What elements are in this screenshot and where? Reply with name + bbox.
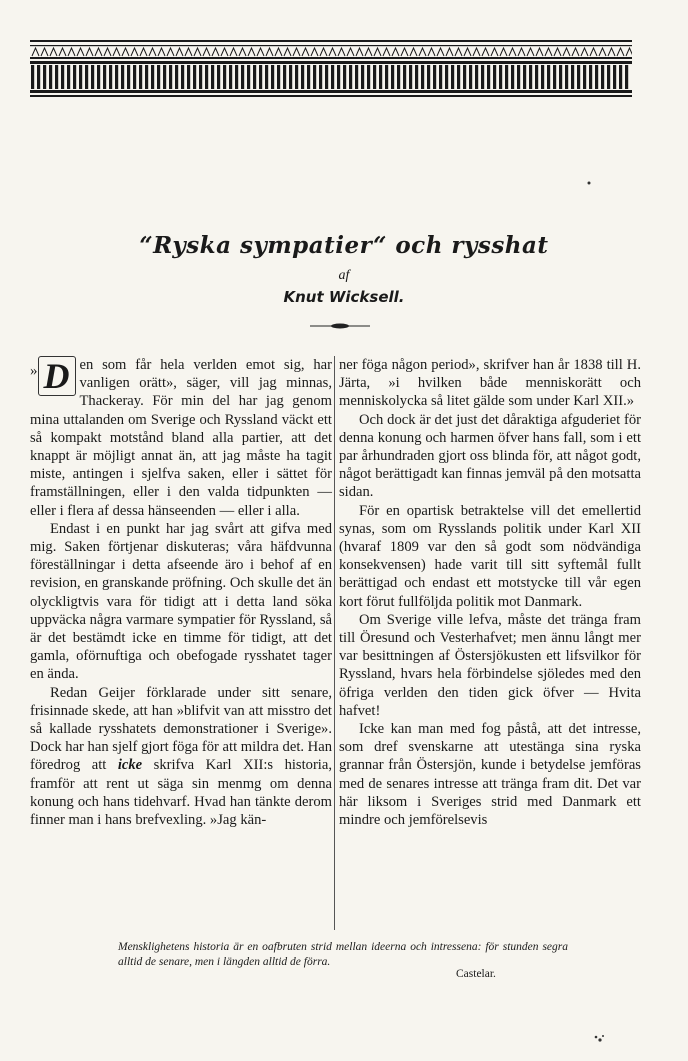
epigraph-quote: Mensklighetens historia är en oafbruten strid mellan ideerna och intressena: för stunden segra alltid de senare, men i längden alltid de förra.	[118, 941, 568, 968]
author-name: Knut Wicksell.	[283, 288, 405, 306]
dropcap-letter: D	[38, 356, 76, 396]
paragraph	[30, 356, 332, 520]
dropcap-block	[30, 356, 76, 396]
section-rule	[310, 323, 370, 329]
paragraph: Och dock är det just det dåraktiga afguderiet för denna konung och harmen öfver hans fall, som i ett par århundraden gjort oss blinda för, att något godt, något berättigadt kan finnas jemväl på den motsatta sidan.	[339, 411, 641, 501]
paragraph-text: skrifva Karl XII:s historia, framför att rent ut säga sin menmg om denna konung och hans tidehvarf. Hvad han tänkte derom finner man i hans brefvexling. »Jag kän-	[30, 757, 332, 829]
paragraph: Icke kan man med fog påstå, att det intresse, som dref svenskarne att utestänga sina ryska grannar från Östersjön, kunde i betydelse jemföras med de senares intresse att tränga fram dit. Det var här liksom i Sveriges strid med Danmark ett mindre och jemförelsevis	[339, 721, 641, 829]
header-ornament	[30, 40, 632, 98]
ink-speck	[592, 1032, 606, 1046]
emphasis-text: icke	[117, 757, 143, 774]
byline-af: af	[338, 268, 350, 283]
paragraph-text: en som får hela verlden emot sig, har vanligen orätt», säger, vill jag minnas, Thackeray. För min del har jag genom mina uttalanden om Sverige och Ryssland väckt ett så kompakt motstånd bland alla partier, att det knappt är möjligt annat än, att jag måste ha tagit miste, antingen i sjelfva saken, eller i sättet för framställningen, eller i den valda tidpunkten — eller i flera af dessa hänseenden — eller i alla.	[30, 357, 332, 519]
left-column	[30, 356, 332, 829]
paragraph	[30, 684, 332, 830]
opening-quote: »	[30, 363, 38, 379]
epigraph-author: Castelar.	[456, 968, 496, 980]
column-divider	[334, 356, 335, 930]
paragraph: Endast i en punkt har jag svårt att gifva med mig. Saken förtjenar diskuteras; våra häfdvunna föreställningar i detta afseende äro i behof af en revision, en granskande pröfning. Och skulle det än olyckligtvis vara för tidigt att i detta land söka uppväcka några varmare sympatier för Ryssland, så är det bestämdt icke en timme för tidigt, att det gamla, oförnuftiga och obefogade rysshatet tager en ända.	[30, 520, 332, 683]
ink-speck	[586, 180, 592, 186]
right-column	[339, 356, 641, 829]
paragraph-text: Redan Geijer förklarade under sitt senare, frisinnade skede, att han »blifvit van att misstro det så kallade rysshatets demonstrationer i Sverige». Dock har han sjelf gjort föga för att mildra det. Han föredrog att	[30, 684, 332, 774]
paragraph: ner föga någon period», skrifver han år 1838 till H. Järta, »i hvilken både menniskorätt och menniskolycka så litet gälde som under Karl XII.»	[339, 357, 641, 410]
paragraph: För en opartisk betraktelse vill det emellertid synas, som om Rysslands politik under Karl XII (hvaraf 1809 var den så godt som nödvändiga konsekvensen) hade varit till sitt syftemål fullt berättigad och endast ett motstycke till vår egen kort förut fullföljda politik mot Danmark.	[339, 502, 641, 610]
paragraph: Om Sverige ville lefva, måste det tränga fram till Öresund och Vesterhafvet; men ännu långt mer var besittningen af Östersjökusten ett lifsvilkor för Ryssland, hvars hela förbindelse sjöledes med den öfriga verlden den tiden gick öfver — Hvita hafvet!	[339, 611, 641, 719]
article-title: “Ryska sympatier“ och rysshat	[139, 232, 549, 259]
